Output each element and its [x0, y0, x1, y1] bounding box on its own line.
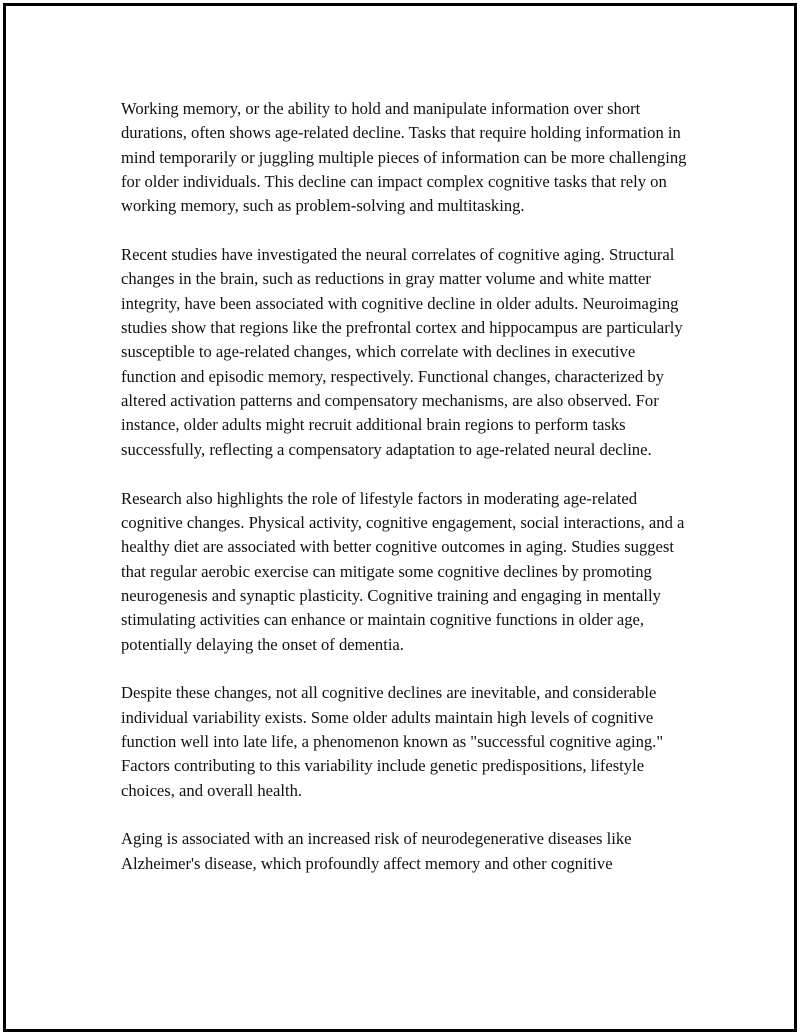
paragraph-lifestyle-factors: Research also highlights the role of lifestyle factors in moderating age-related cognitive changes. Physical activity, cognitive engagement, social interactions, and a healthy diet are associated with better cognitive outcomes in aging. Studies suggest that regular aerobic exercise can mitigate some cognitive declines by promoting neurogenesis and synaptic plasticity. Cognitive training and engaging in mentally stimulating activities can enhance or maintain cognitive functions in older age, potentially delaying the onset of dementia.	[121, 488, 685, 654]
document-body	[121, 97, 693, 900]
paragraph-neurodegenerative-risk: Aging is associated with an increased risk of neurodegenerative diseases like Alzheimer's disease, which profoundly affect memory and other cognitive	[121, 829, 632, 873]
paragraph-individual-variability: Despite these changes, not all cognitive declines are inevitable, and considerable individual variability exists. Some older adults maintain high levels of cognitive function well into late life, a phenomenon known as "successful cognitive aging." Factors contributing to this variability include genetic predispositions, lifestyle choices, and overall health.	[121, 683, 664, 800]
paragraph-neural-correlates: Recent studies have investigated the neural correlates of cognitive aging. Structural changes in the brain, such as reductions in gray matter volume and white matter integrity, have been associated with cognitive decline in older adults. Neuroimaging studies show that regions like the prefrontal cortex and hippocampus are particularly susceptible to age-related changes, which correlate with declines in executive function and episodic memory, respectively. Functional changes, characterized by altered activation patterns and compensatory mechanisms, are also observed. For instance, older adults might recruit additional brain regions to perform tasks successfully, reflecting a compensatory adaptation to age-related neural decline.	[121, 245, 683, 459]
paragraph-working-memory: Working memory, or the ability to hold and manipulate information over short durations, often shows age-related decline. Tasks that require holding information in mind temporarily or juggling multiple pieces of information can be more challenging for older individuals. This decline can impact complex cognitive tasks that rely on working memory, such as problem-solving and multitasking.	[121, 99, 687, 216]
page-frame	[3, 3, 797, 1032]
